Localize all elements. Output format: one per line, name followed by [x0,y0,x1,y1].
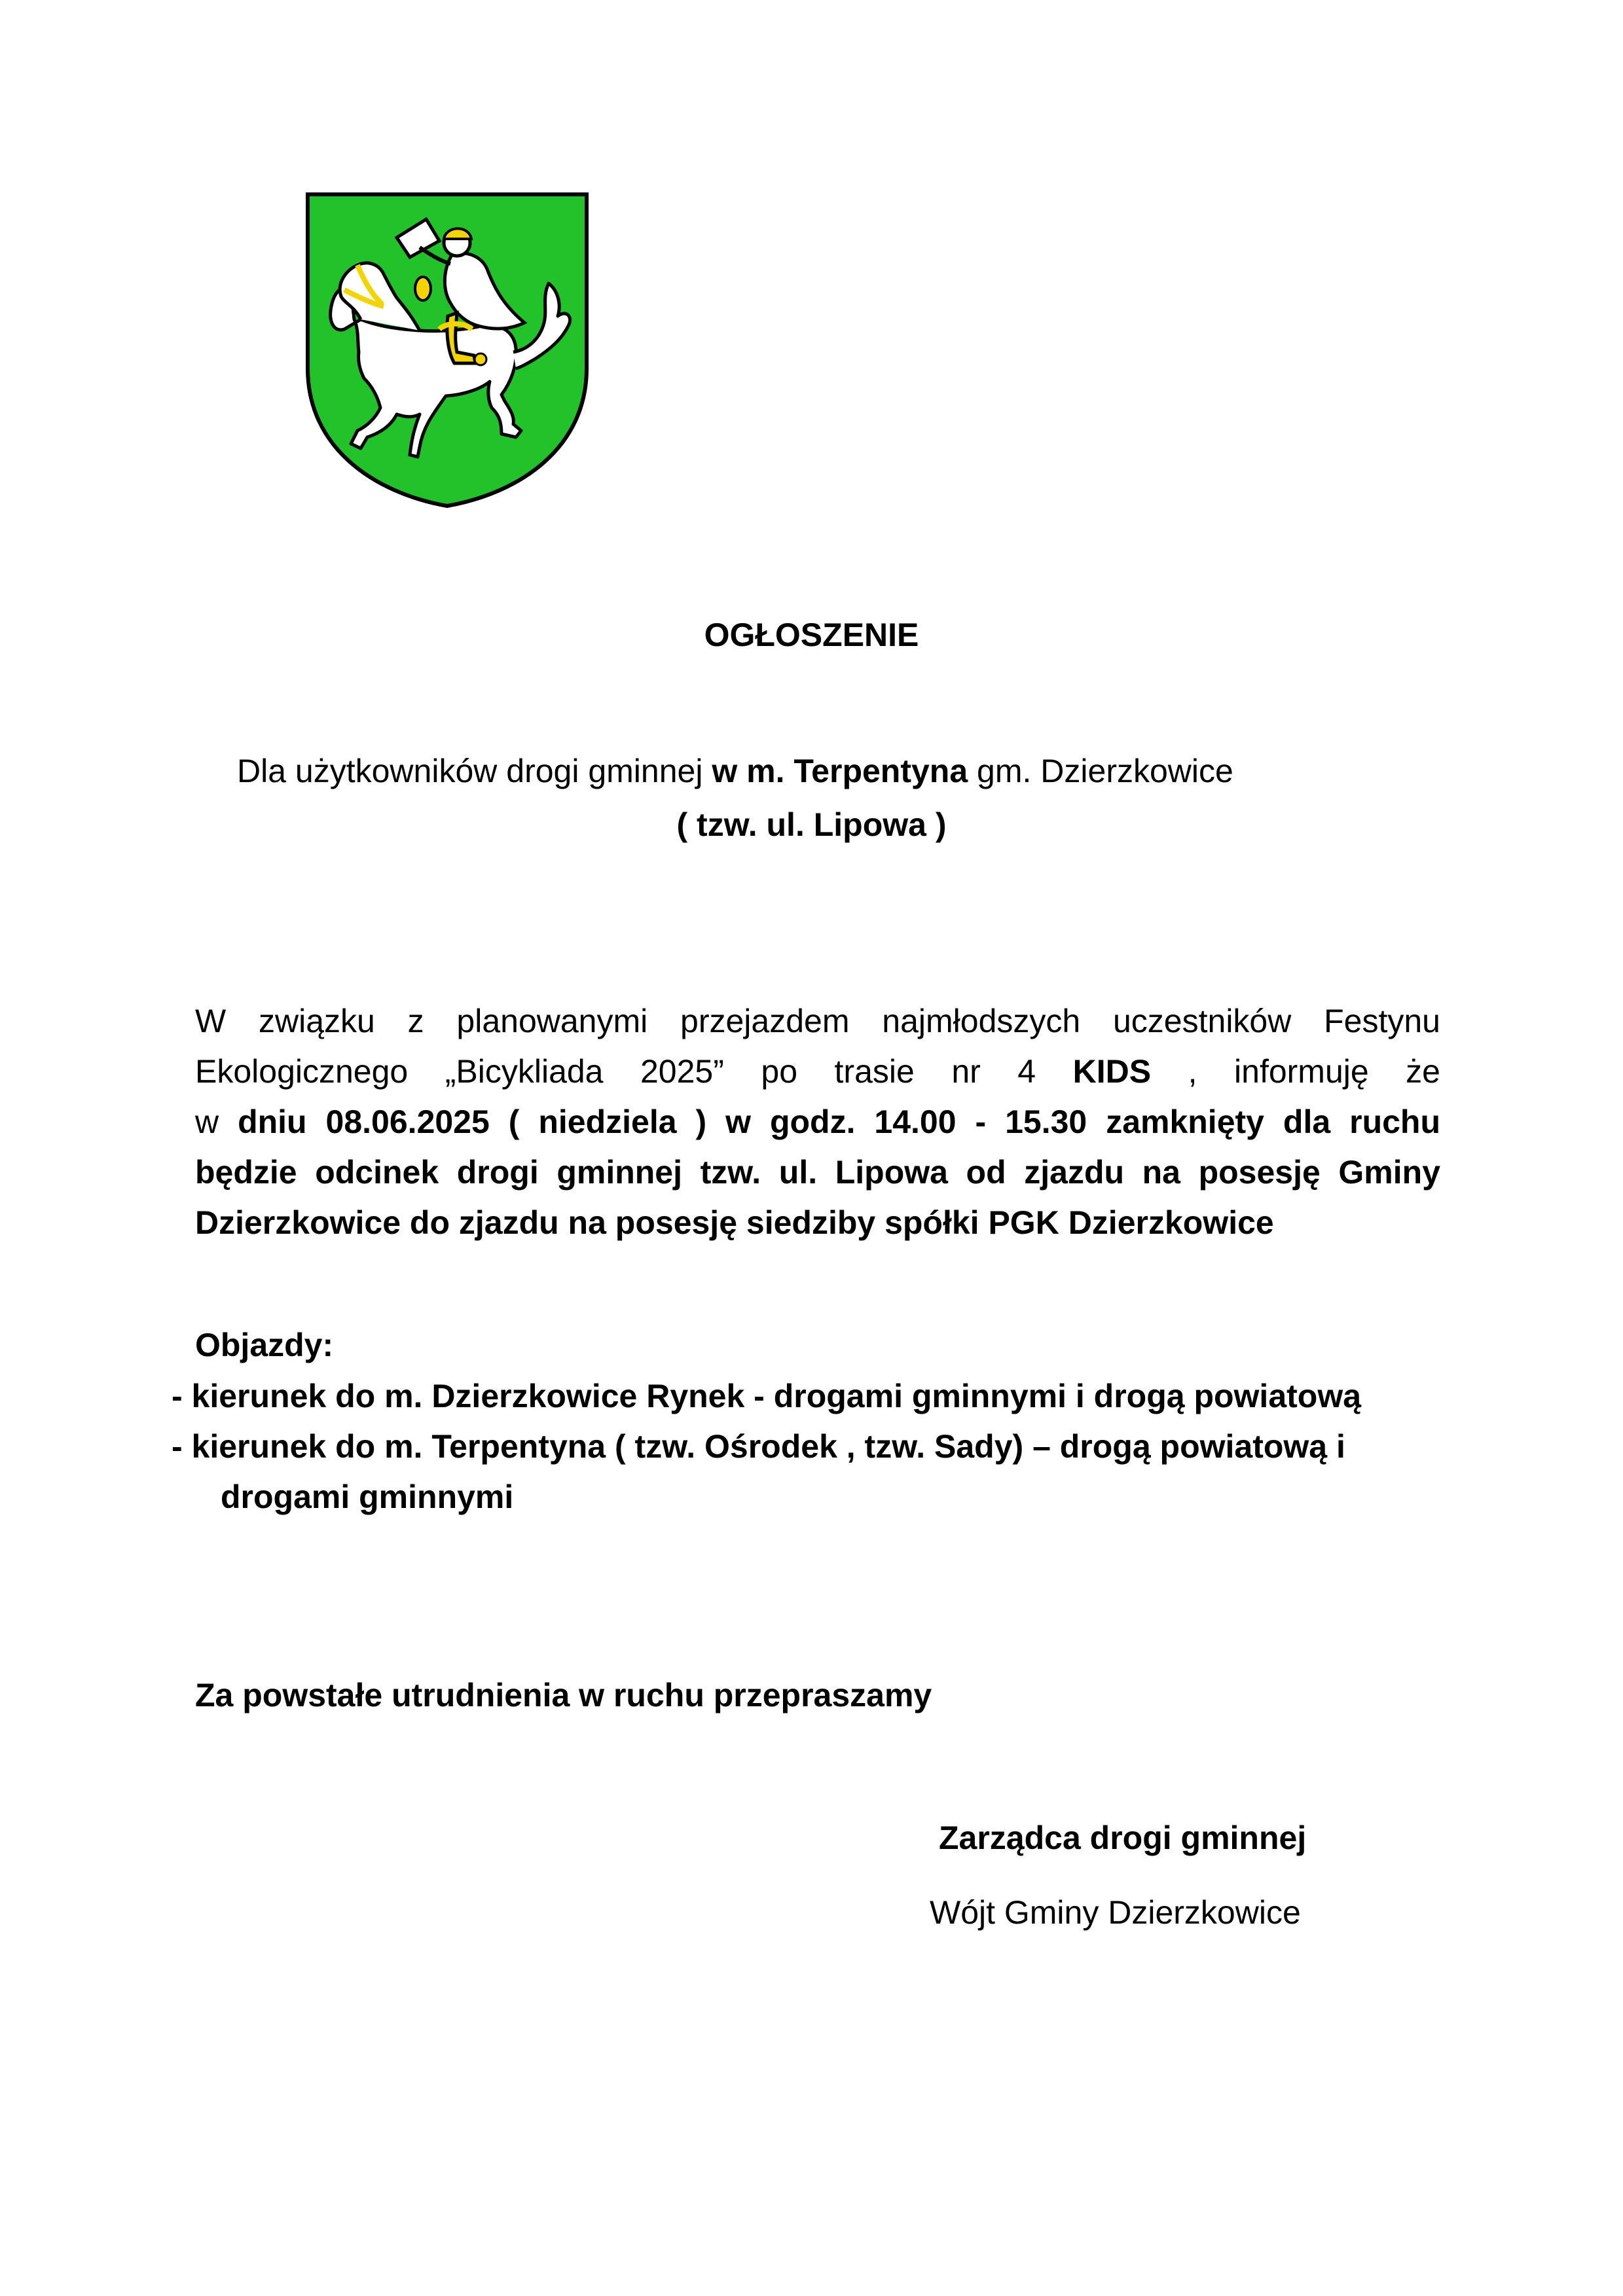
body-closure-date: dniu 08.06.2025 ( niedziela ) w godz. 14.00 - 15.30 zamknięty dla ruchu [238,1103,1441,1140]
body-kids: KIDS [1072,1053,1152,1090]
body-line-1: W związku z planowanymi przejazdem najmłodszych uczestników Festynu [195,1003,1440,1039]
intro-location: w m. Terpentyna [712,753,968,789]
body-line-2-c: , informuję że [1151,1053,1440,1090]
body-line-3-a: w [195,1103,238,1140]
intro-line-1 [237,751,1233,791]
signature-role: Zarządca drogi gminnej [939,1820,1307,1856]
page-title: OGŁOSZENIE [704,617,919,653]
body-line-2-a: Ekologicznego „Bicykliada 2025” po trasie nr 4 [195,1053,1073,1090]
body-line-2 [195,1052,1440,1091]
body-line-5: Dzierzkowice do zjazdu na posesję siedziby spółki PGK Dzierzkowice [195,1204,1274,1241]
detour-item-1: - kierunek do m. Dzierzkowice Rynek - drogami gminnymi i drogą powiatową [172,1378,1362,1414]
coat-of-arms [305,192,589,509]
detour-item-2-continued: drogami gminnymi [221,1479,514,1515]
coat-of-arms-icon [305,192,589,509]
body-line-4: będzie odcinek drogi gminnej tzw. ul. Lipowa od zjazdu na posesję Gminy [195,1154,1440,1191]
signature-name: Wójt Gminy Dzierzkowice [930,1894,1301,1931]
detour-item-2: - kierunek do m. Terpentyna ( tzw. Ośrodek , tzw. Sady) – drogą powiatową i [172,1428,1345,1465]
intro-text-a: Dla użytkowników drogi gminnej [237,753,712,789]
apology-text: Za powstałe utrudnienia w ruchu przepraszamy [195,1677,932,1713]
intro-text-c: gm. Dzierzkowice [968,753,1233,789]
body-line-3 [195,1102,1440,1141]
detours-heading: Objazdy: [195,1327,334,1363]
intro-street: ( tzw. ul. Lipowa ) [676,806,947,843]
